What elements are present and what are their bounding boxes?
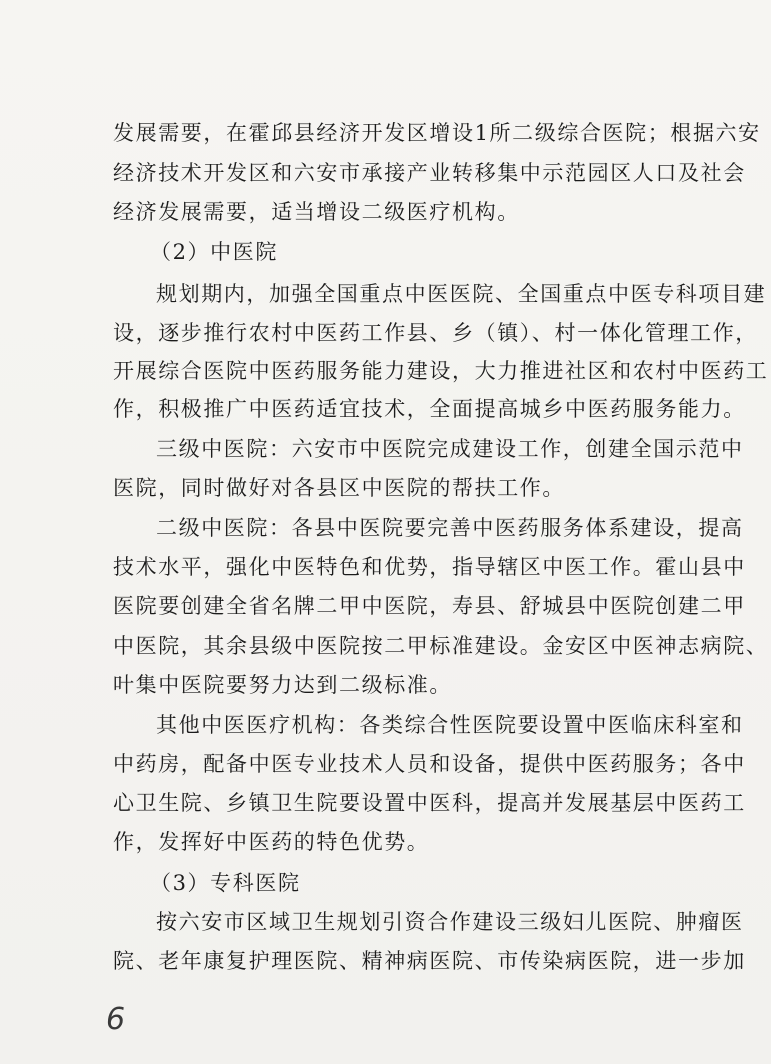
text-line: 作，发挥好中医药的特色优势。 [113,830,430,854]
page-number: 6 [106,1002,126,1037]
text-line: 院、老年康复护理医院、精神病医院、市传染病医院，进一步加 [113,949,746,973]
text-line: 叶集中医院要努力达到二级标准。 [113,673,452,697]
text-line: 开展综合医院中医药服务能力建设，大力推进社区和农村中医药工 [113,359,769,383]
text-line: 经济发展需要，适当增设二级医疗机构。 [113,200,520,224]
text-line: 中医院，其余县级中医院按二甲标准建设。金安区中医神志病院、 [113,634,769,658]
text-line: 医院，同时做好对各县区中医院的帮扶工作。 [113,476,565,500]
text-line: 按六安市区域卫生规划引资合作建设三级妇儿医院、肿瘤医 [156,910,744,934]
text-line: 医院要创建全省名牌二甲中医院，寿县、舒城县中医院创建二甲 [113,594,746,618]
section-heading: （2）中医院 [150,240,278,264]
text-line: 发展需要，在霍邱县经济开发区增设1所二级综合医院；根据六安 [113,121,761,145]
text-line: 经济技术开发区和六安市承接产业转移集中示范园区人口及社会 [113,161,746,185]
text-line: 设，逐步推行农村中医药工作县、乡（镇）、村一体化管理工作， [113,321,758,345]
text-line: 技术水平，强化中医特色和优势，指导辖区中医工作。霍山县中 [113,555,746,579]
text-line: 二级中医院：各县中医院要完善中医药服务体系建设，提高 [156,516,744,540]
text-line: 规划期内，加强全国重点中医医院、全国重点中医专科项目建 [156,282,767,306]
text-line: 三级中医院：六安市中医院完成建设工作，创建全国示范中 [156,437,744,461]
text-line: 作，积极推广中医药适宜技术，全面提高城乡中医药服务能力。 [113,397,746,421]
text-line: 中药房，配备中医专业技术人员和设备，提供中医药服务；各中 [113,752,746,776]
text-line: 其他中医医疗机构：各类综合性医院要设置中医临床科室和 [156,713,744,737]
section-heading: （3）专科医院 [150,871,301,895]
text-line: 心卫生院、乡镇卫生院要设置中医科，提高并发展基层中医药工 [113,791,746,815]
